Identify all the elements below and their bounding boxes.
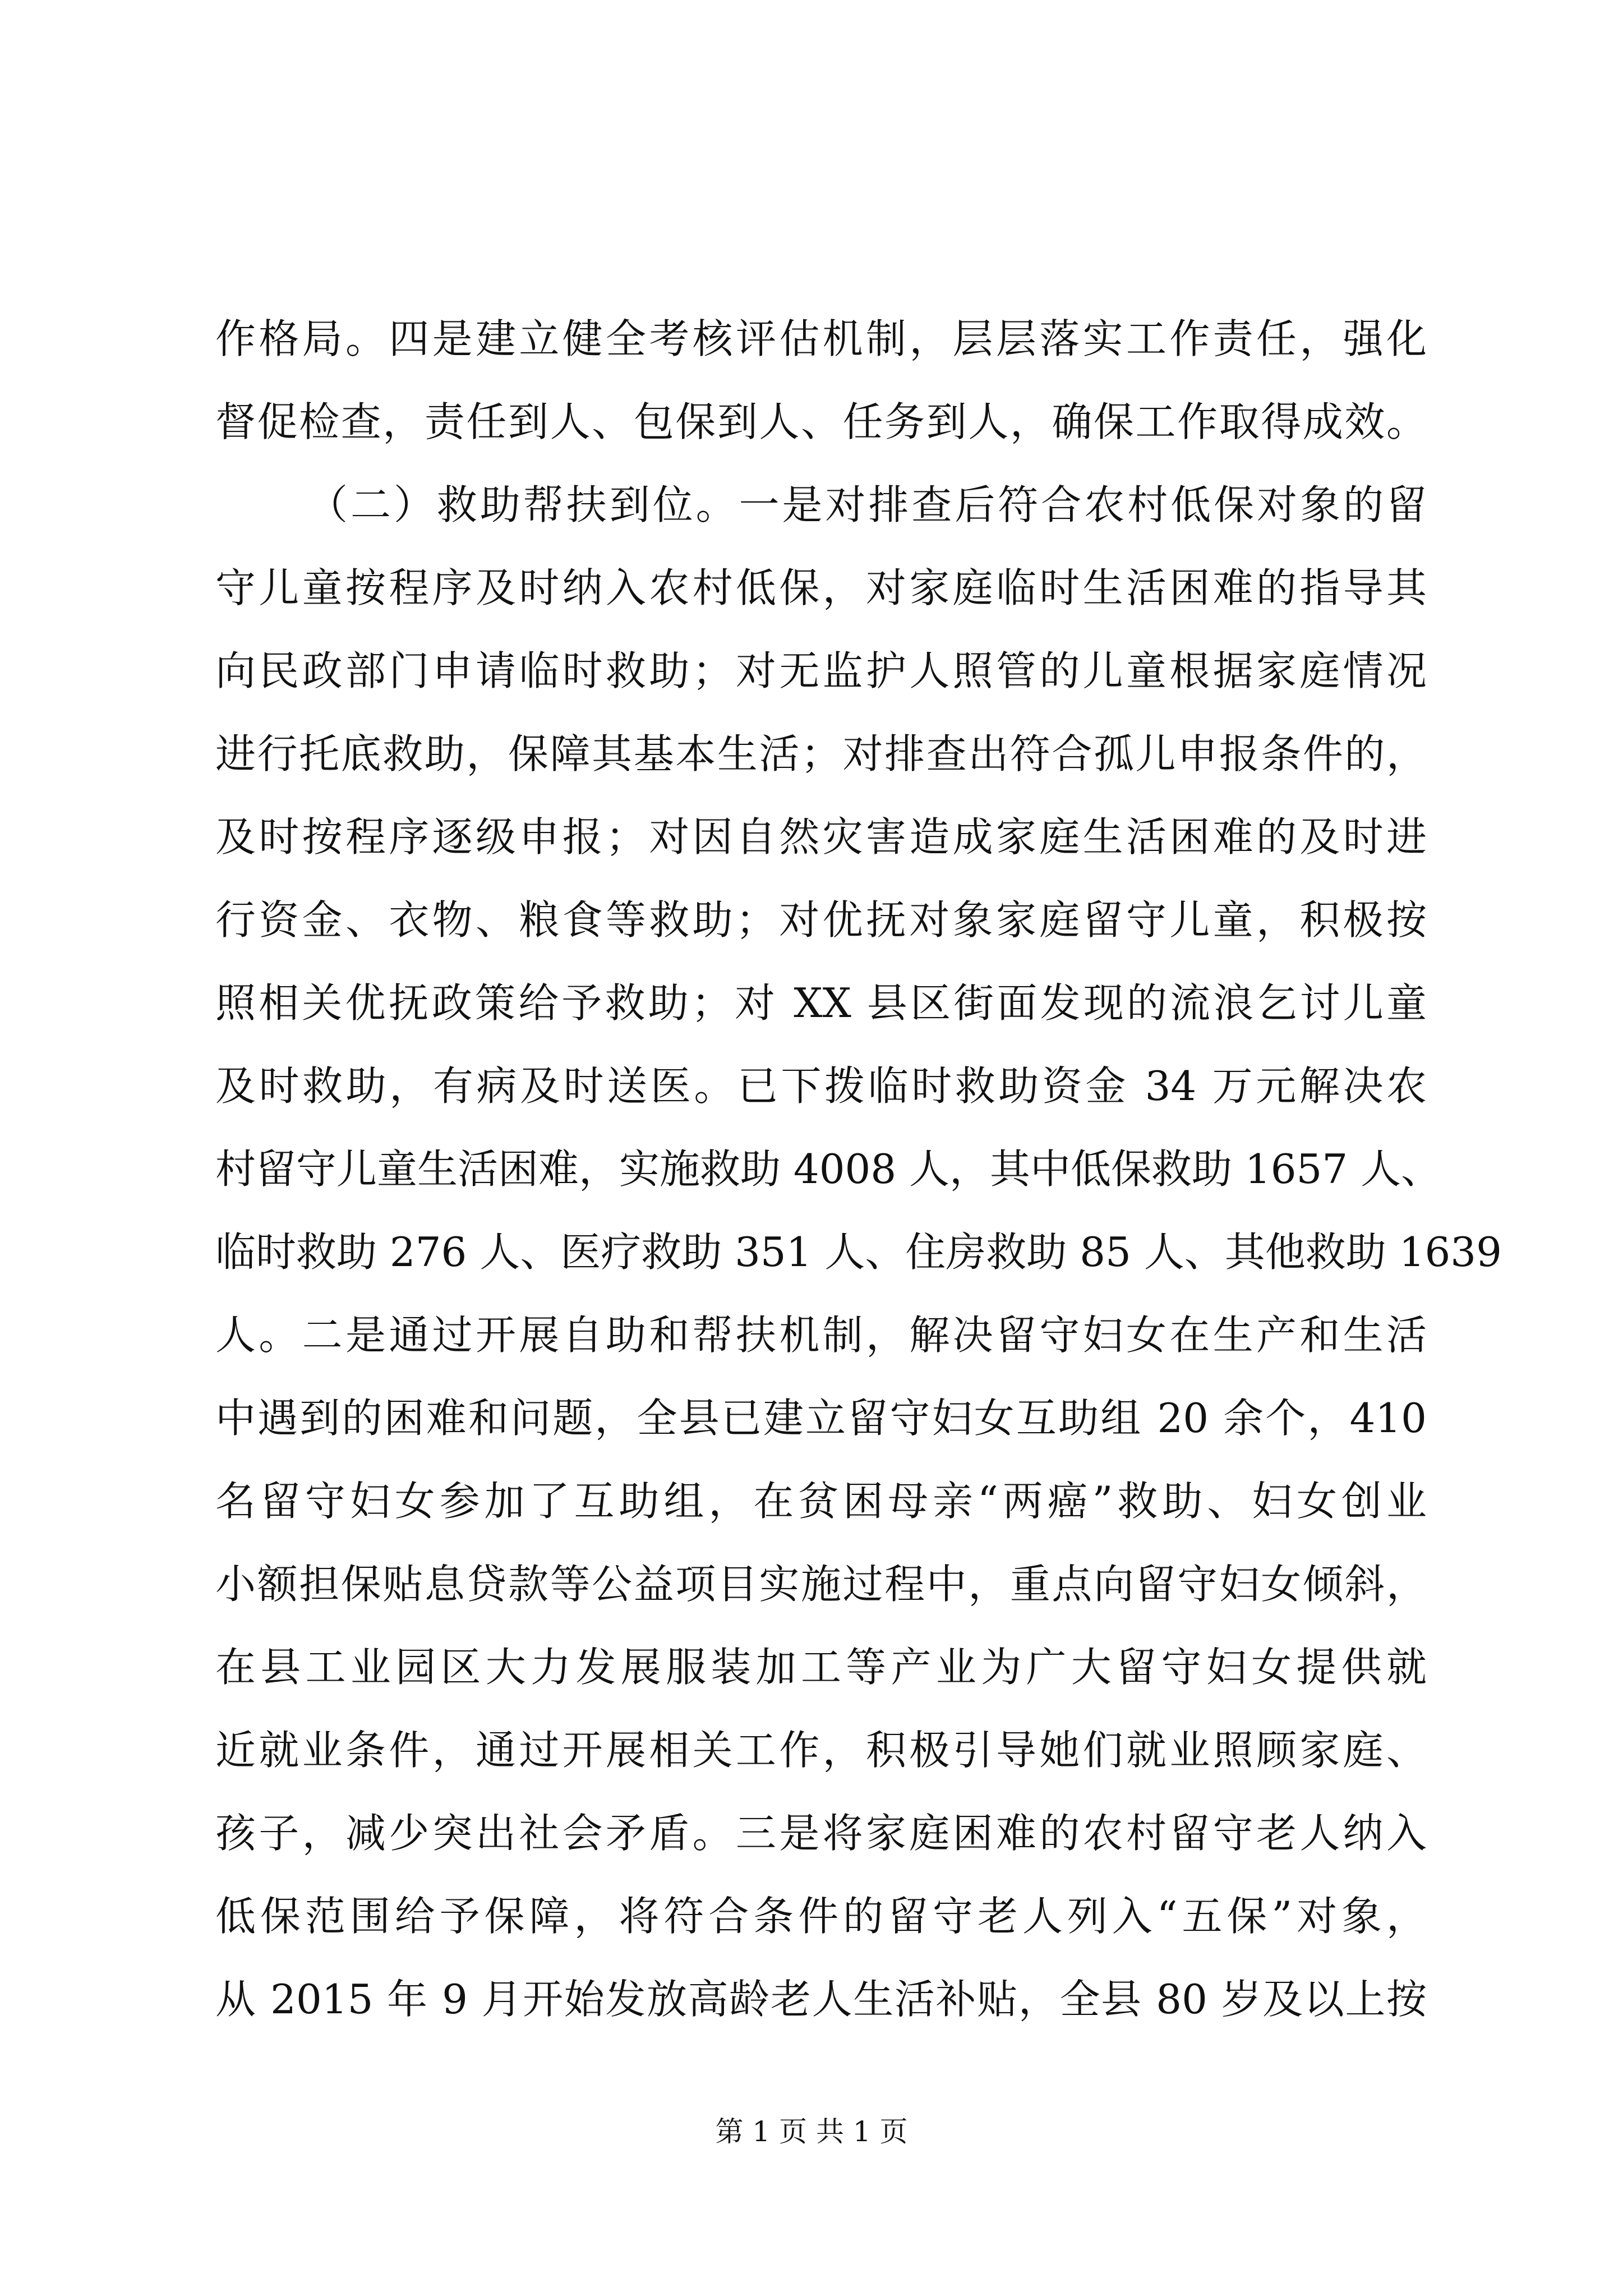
text-line: 人。二是通过开展自助和帮扶机制，解决留守妇女在生产和生活 — [215, 1312, 1427, 1359]
text-line: 行资金、衣物、粮食等救助；对优抚对象家庭留守儿童，积极按 — [215, 896, 1427, 944]
text-line: 村留守儿童生活困难，实施救助 4008 人，其中低保救助 1657 人、 — [215, 1145, 1442, 1193]
paragraph-heading-line: （二）救助帮扶到位。一是对排查后符合农村低保对象的留 — [307, 481, 1427, 528]
page-number-footer: 第 1 页 共 1 页 — [715, 2115, 908, 2148]
text-line: 临时救助 276 人、医疗救助 351 人、住房救助 85 人、其他救助 1639 — [215, 1228, 1502, 1276]
body-text — [215, 297, 1502, 2041]
text-line: 及时按程序逐级申报；对因自然灾害造成家庭生活困难的及时进 — [215, 813, 1427, 861]
text-line: 督促检查，责任到人、包保到人、任务到人，确保工作取得成效。 — [215, 398, 1427, 445]
text-line: 小额担保贴息贷款等公益项目实施过程中，重点向留守妇女倾斜， — [215, 1561, 1427, 1608]
text-line: 向民政部门申请临时救助；对无监护人照管的儿童根据家庭情况 — [215, 647, 1427, 694]
text-line: 从 2015 年 9 月开始发放高龄老人生活补贴，全县 80 岁及以上按 — [215, 1976, 1427, 2023]
text-line: 低保范围给予保障，将符合条件的留守老人列入“五保”对象， — [215, 1893, 1427, 1940]
text-line: 孩子，减少突出社会矛盾。三是将家庭困难的农村留守老人纳入 — [215, 1810, 1427, 1857]
text-line: 守儿童按程序及时纳入农村低保，对家庭临时生活困难的指导其 — [215, 564, 1427, 611]
text-line: 近就业条件，通过开展相关工作，积极引导她们就业照顾家庭、 — [215, 1727, 1427, 1774]
text-line: 作格局。四是建立健全考核评估机制，层层落实工作责任，强化 — [215, 315, 1427, 362]
text-line: 进行托底救助，保障其基本生活；对排查出符合孤儿申报条件的， — [215, 730, 1427, 777]
text-line: 在县工业园区大力发展服装加工等产业为广大留守妇女提供就 — [215, 1644, 1427, 1691]
text-line: 名留守妇女参加了互助组，在贫困母亲“两癌”救助、妇女创业 — [215, 1478, 1427, 1525]
text-line: 中遇到的困难和问题，全县已建立留守妇女互助组 20 余个，410 — [215, 1395, 1427, 1442]
text-line: 照相关优抚政策给予救助；对 XX 县区街面发现的流浪乞讨儿童 — [215, 979, 1427, 1027]
text-line: 及时救助，有病及时送医。已下拨临时救助资金 34 万元解决农 — [215, 1062, 1427, 1110]
